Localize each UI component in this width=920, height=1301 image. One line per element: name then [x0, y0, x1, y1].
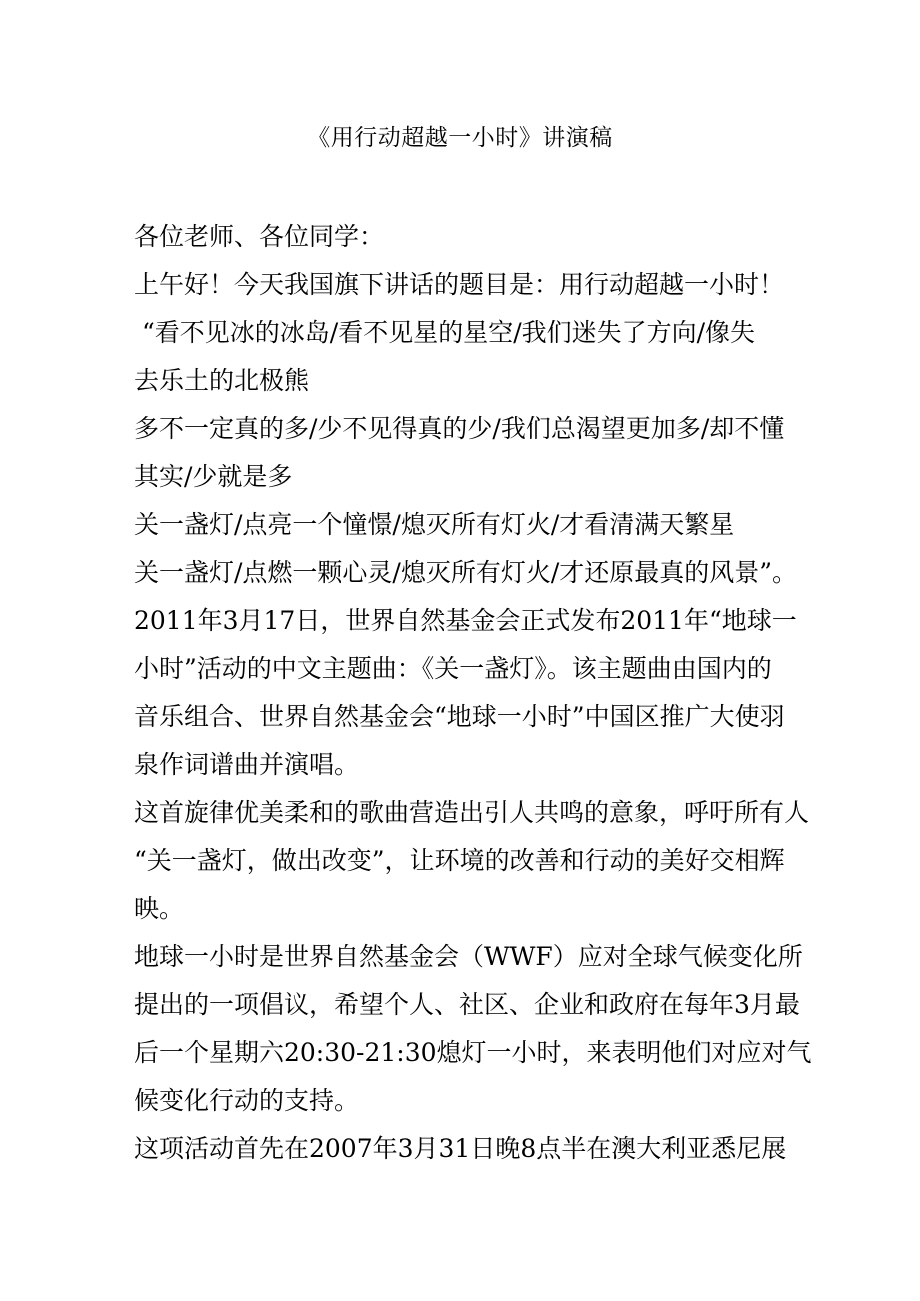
- text-line: 后一个星期六20:30-21:30熄灯一小时，来表明他们对应对气: [134, 1038, 812, 1067]
- document-title: 《用行动超越一小时》讲演稿: [307, 125, 613, 151]
- text-line: 多不一定真的多/少不见得真的少/我们总渴望更加多/却不懂: [134, 414, 785, 443]
- document-body: [134, 213, 814, 1173]
- text-line: 去乐土的北极熊: [134, 366, 310, 395]
- text-line: 候变化行动的支持。: [134, 1086, 360, 1115]
- text-line: 泉作词谱曲并演唱。: [134, 750, 360, 779]
- text-line: 映。: [134, 894, 185, 923]
- text-line: 各位老师、各位同学：: [134, 222, 385, 251]
- text-line: 小时”活动的中文主题曲：《关一盏灯》。该主题曲由国内的: [134, 654, 772, 683]
- text-line: 这首旋律优美柔和的歌曲营造出引人共鸣的意象，呼吁所有人: [134, 798, 810, 827]
- text-line: 关一盏灯/点亮一个憧憬/熄灭所有灯火/才看清满天繁星: [134, 510, 735, 539]
- text-line: “关一盏灯，做出改变”，让环境的改善和行动的美好交相辉: [134, 846, 785, 875]
- text-line: 这项活动首先在2007年3月31日晚8点半在澳大利亚悉尼展: [134, 1134, 787, 1163]
- text-line: 关一盏灯/点燃一颗心灵/熄灭所有灯火/才还原最真的风景”。: [134, 558, 798, 587]
- text-line: 地球一小时是世界自然基金会（WWF）应对全球气候变化所: [134, 942, 803, 971]
- text-line: 上午好！今天我国旗下讲话的题目是：用行动超越一小时！: [134, 270, 785, 299]
- text-line: 音乐组合、世界自然基金会“地球一小时”中国区推广大使羽: [134, 702, 785, 731]
- text-line: 其实/少就是多: [134, 462, 293, 491]
- text-line: 提出的一项倡议，希望个人、社区、企业和政府在每年3月最: [134, 990, 800, 1019]
- text-line: 2011年3月17日，世界自然基金会正式发布2011年“地球一: [134, 606, 797, 635]
- text-line: “看不见冰的冰岛/看不见星的星空/我们迷失了方向/像失: [142, 318, 756, 347]
